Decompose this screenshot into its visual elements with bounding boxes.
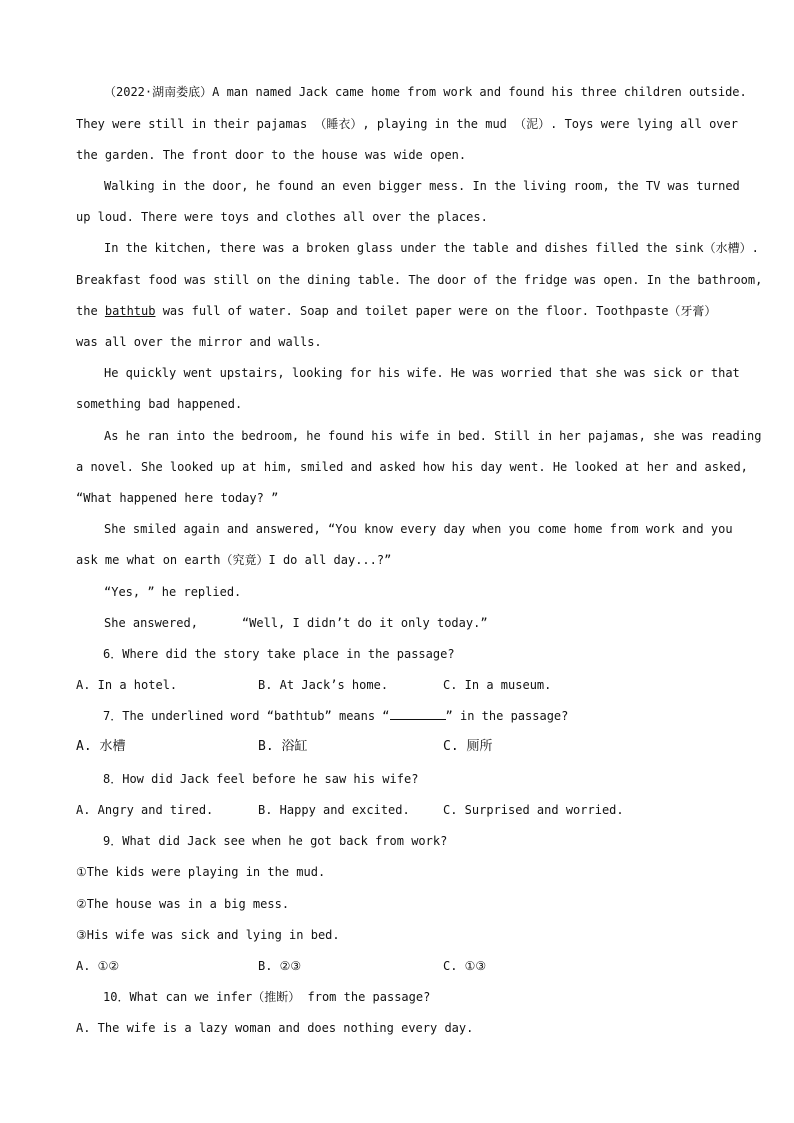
answer-option[interactable]: C. 厕所 — [443, 739, 493, 754]
passage-line — [76, 303, 726, 319]
passage-line: the garden. The front door to the house was wide open. — [76, 148, 467, 162]
statement-item: ②The house was in a big mess. — [76, 897, 290, 911]
passage-line: a novel. She looked up at him, smiled and asked how his day went. He looked at her and asked, — [76, 460, 748, 474]
passage-line: （2022·湖南娄底）A man named Jack came home from work and found his three children outside. — [104, 85, 747, 99]
question-stem — [103, 708, 753, 724]
answer-option[interactable]: B. At Jack’s home. — [258, 678, 389, 692]
passage-line: was all over the mirror and walls. — [76, 335, 322, 349]
question-text: ” in the passage? — [445, 709, 569, 723]
answer-option[interactable]: A. ①② — [76, 959, 120, 973]
question-stem: 9．What did Jack see when he got back from work? — [103, 834, 448, 848]
answer-option[interactable]: A. The wife is a lazy woman and does nothing every day. — [76, 1021, 474, 1035]
passage-line: something bad happened. — [76, 397, 243, 411]
passage-line: “Yes, ” he replied. — [104, 585, 242, 599]
answer-option[interactable]: A. Angry and tired. — [76, 803, 214, 817]
answer-option[interactable]: C. ①③ — [443, 959, 487, 973]
passage-line: up loud. There were toys and clothes all over the places. — [76, 210, 488, 224]
passage-line: ask me what on earth（究竟）I do all day...?” — [76, 553, 392, 567]
question-stem: 6．Where did the story take place in the passage? — [103, 647, 455, 661]
passage-text: She answered, — [104, 616, 198, 630]
answer-option[interactable]: B. ②③ — [258, 959, 302, 973]
answer-option[interactable]: B. Happy and excited. — [258, 803, 410, 817]
underlined-word: bathtub — [104, 304, 156, 318]
answer-option[interactable]: A. In a hotel. — [76, 678, 178, 692]
answer-option[interactable]: A. 水槽 — [76, 739, 126, 754]
question-text: 7．The underlined word “bathtub” means “ — [103, 709, 390, 723]
statement-item: ③His wife was sick and lying in bed. — [76, 928, 340, 942]
passage-text: was full of water. Soap and toilet paper were on the floor. Toothpaste（牙膏） — [155, 304, 717, 318]
answer-blank — [390, 708, 446, 720]
passage-line — [104, 615, 754, 631]
passage-line: In the kitchen, there was a broken glass under the table and dishes filled the sink（水槽）. — [104, 241, 759, 255]
answer-option[interactable]: B. 浴缸 — [258, 739, 308, 754]
passage-line: “What happened here today? ” — [76, 491, 279, 505]
passage-line: They were still in their pajamas （睡衣）, playing in the mud （泥）. Toys were lying all over — [76, 117, 738, 131]
question-stem: 10．What can we infer（推断） from the passage? — [103, 990, 431, 1004]
passage-text: the — [76, 304, 105, 318]
passage-line: As he ran into the bedroom, he found his wife in bed. Still in her pajamas, she was reading — [104, 429, 762, 443]
passage-text: “Well, I didn’t do it only today.” — [241, 616, 488, 630]
statement-item: ①The kids were playing in the mud. — [76, 865, 326, 879]
passage-line: He quickly went upstairs, looking for his wife. He was worried that she was sick or that — [104, 366, 740, 380]
answer-option[interactable]: C. In a museum. — [443, 678, 552, 692]
passage-line: Walking in the door, he found an even bigger mess. In the living room, the TV was turned — [104, 179, 740, 193]
passage-line: She smiled again and answered, “You know every day when you come home from work and you — [104, 522, 733, 536]
passage-line: Breakfast food was still on the dining table. The door of the fridge was open. In the bathroom, — [76, 273, 763, 287]
question-stem: 8．How did Jack feel before he saw his wife? — [103, 772, 419, 786]
answer-option[interactable]: C. Surprised and worried. — [443, 803, 624, 817]
